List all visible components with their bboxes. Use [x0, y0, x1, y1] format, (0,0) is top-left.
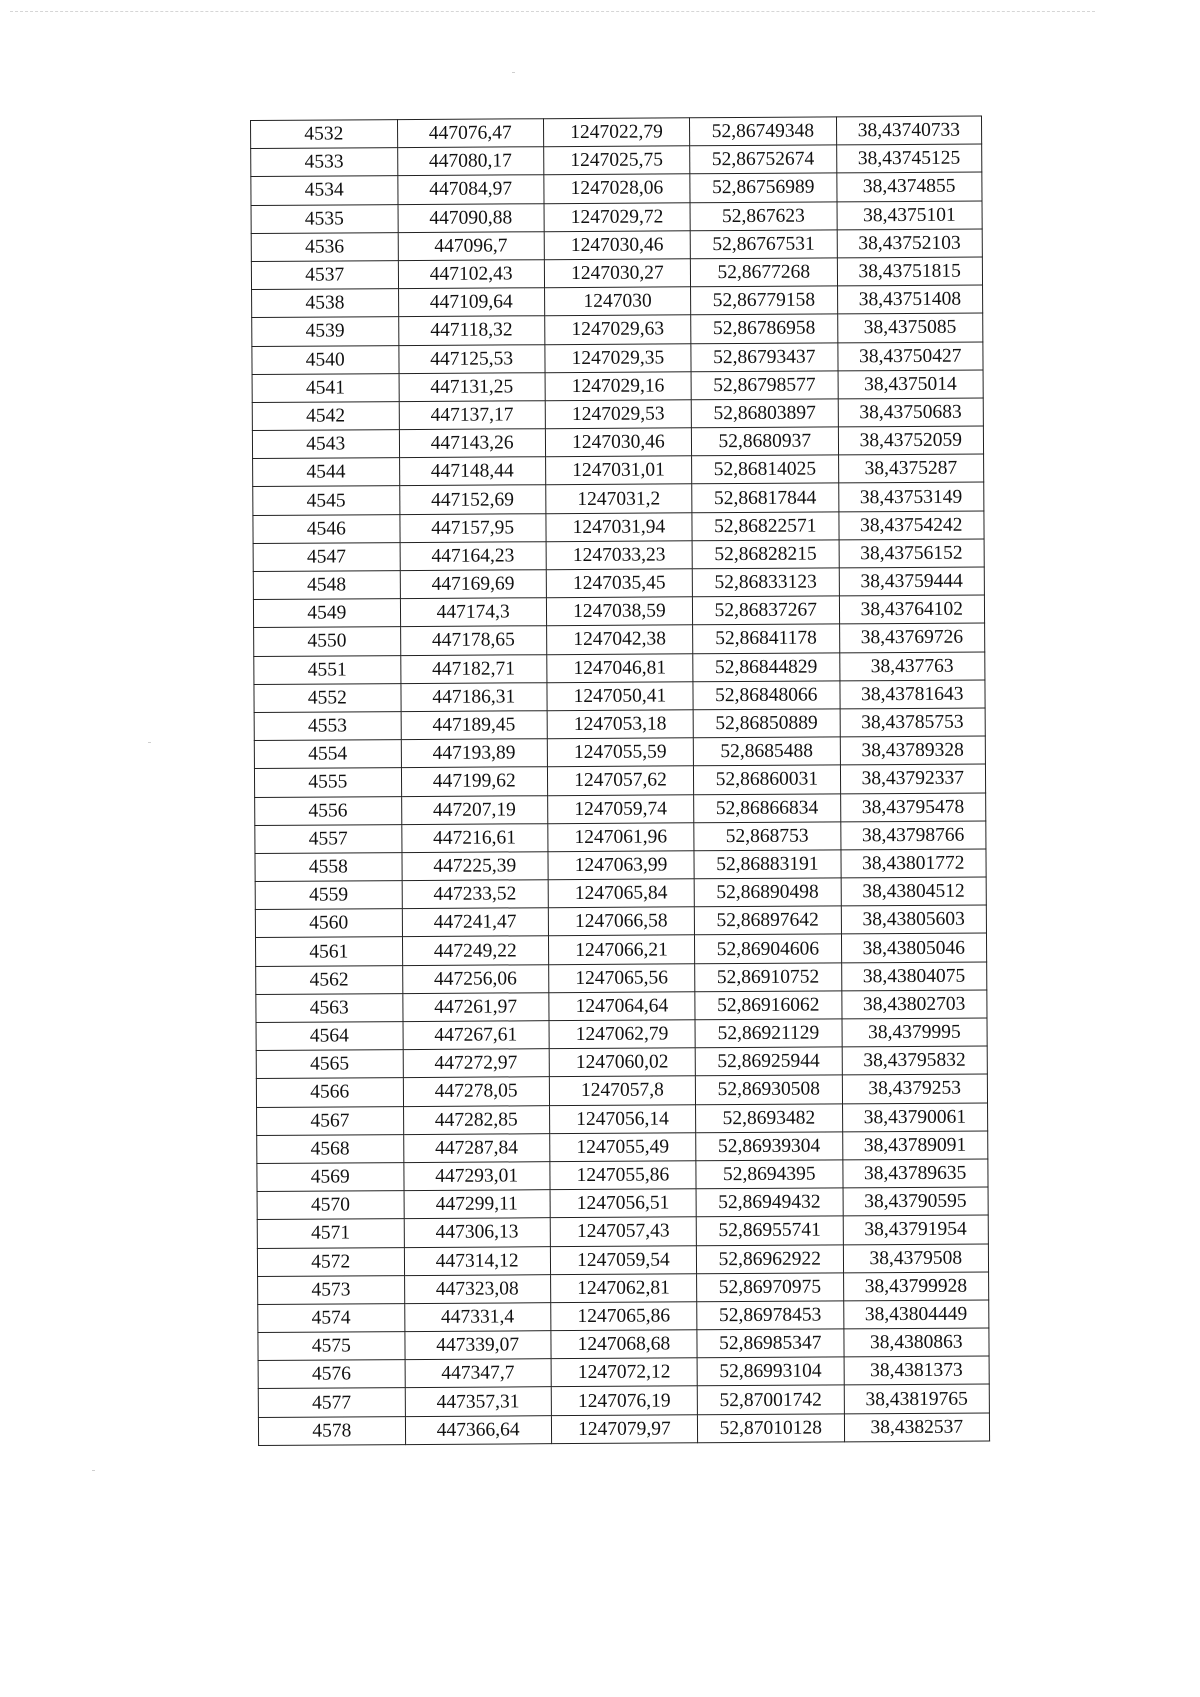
y-coordinate-cell: 1247076,19: [551, 1386, 697, 1415]
table-row: [255, 905, 986, 938]
point-number-cell: 4574: [258, 1303, 405, 1332]
x-coordinate-cell: 447272,97: [403, 1049, 549, 1078]
point-number-cell: 4544: [253, 458, 400, 487]
point-number-cell: 4554: [254, 740, 401, 769]
latitude-cell: 52,86930508: [695, 1075, 842, 1104]
x-coordinate-cell: 447169,69: [400, 570, 546, 599]
longitude-cell: 38,43752103: [837, 229, 983, 258]
longitude-cell: 38,43792337: [840, 764, 986, 793]
table-row: [256, 1046, 987, 1079]
latitude-cell: 52,86752674: [690, 145, 837, 174]
longitude-cell: 38,4375287: [838, 454, 984, 483]
table-row: [254, 680, 985, 713]
point-number-cell: 4575: [258, 1332, 405, 1361]
x-coordinate-cell: 447193,89: [401, 739, 547, 768]
table-row: [254, 652, 985, 685]
table-row: [256, 1018, 987, 1051]
y-coordinate-cell: 1247063,99: [548, 851, 694, 880]
x-coordinate-cell: 447357,31: [405, 1387, 551, 1416]
scan-speck: [148, 742, 151, 743]
point-number-cell: 4545: [253, 486, 400, 515]
longitude-cell: 38,43790061: [842, 1103, 988, 1132]
point-number-cell: 4543: [252, 430, 399, 459]
point-number-cell: 4533: [251, 148, 398, 177]
coordinates-table: [250, 116, 990, 1446]
x-coordinate-cell: 447090,88: [398, 203, 544, 232]
x-coordinate-cell: 447102,43: [398, 260, 544, 289]
y-coordinate-cell: 1247029,16: [545, 371, 691, 400]
y-coordinate-cell: 1247072,12: [551, 1358, 697, 1387]
latitude-cell: 52,8693482: [696, 1103, 843, 1132]
latitude-cell: 52,86910752: [695, 963, 842, 992]
y-coordinate-cell: 1247029,72: [544, 202, 690, 231]
coordinates-table-body: [251, 116, 990, 1445]
y-coordinate-cell: 1247068,68: [551, 1330, 697, 1359]
y-coordinate-cell: 1247061,96: [548, 822, 694, 851]
longitude-cell: 38,4380863: [843, 1328, 989, 1357]
longitude-cell: 38,43753149: [838, 482, 984, 511]
point-number-cell: 4558: [255, 852, 402, 881]
point-number-cell: 4556: [255, 796, 402, 825]
x-coordinate-cell: 447131,25: [399, 372, 545, 401]
table-row: [251, 144, 982, 177]
x-coordinate-cell: 447216,61: [401, 823, 547, 852]
latitude-cell: 52,87001742: [697, 1385, 844, 1414]
table-row: [257, 1159, 988, 1192]
point-number-cell: 4573: [258, 1275, 405, 1304]
latitude-cell: 52,86883191: [694, 850, 841, 879]
y-coordinate-cell: 1247062,79: [549, 1020, 695, 1049]
latitude-cell: 52,86970975: [697, 1273, 844, 1302]
latitude-cell: 52,86860031: [694, 765, 841, 794]
longitude-cell: 38,43756152: [839, 539, 985, 568]
latitude-cell: 52,86939304: [696, 1132, 843, 1161]
longitude-cell: 38,43769726: [839, 623, 985, 652]
table-row: [251, 172, 982, 205]
x-coordinate-cell: 447331,4: [404, 1303, 550, 1332]
point-number-cell: 4548: [253, 571, 400, 600]
latitude-cell: 52,8677268: [690, 258, 837, 287]
point-number-cell: 4562: [256, 965, 403, 994]
y-coordinate-cell: 1247057,43: [550, 1217, 696, 1246]
table-row: [253, 567, 984, 600]
point-number-cell: 4542: [252, 401, 399, 430]
x-coordinate-cell: 447189,45: [401, 711, 547, 740]
point-number-cell: 4576: [258, 1360, 405, 1389]
x-coordinate-cell: 447339,07: [405, 1331, 551, 1360]
longitude-cell: 38,43802703: [841, 990, 987, 1019]
table-row: [257, 1131, 988, 1164]
latitude-cell: 52,86978453: [697, 1301, 844, 1330]
longitude-cell: 38,43805603: [841, 905, 987, 934]
x-coordinate-cell: 447314,12: [404, 1246, 550, 1275]
longitude-cell: 38,43791954: [843, 1215, 989, 1244]
latitude-cell: 52,868753: [694, 822, 841, 851]
x-coordinate-cell: 447084,97: [397, 175, 543, 204]
table-row: [253, 482, 984, 515]
point-number-cell: 4547: [253, 542, 400, 571]
x-coordinate-cell: 447137,17: [399, 401, 545, 430]
longitude-cell: 38,4379995: [842, 1018, 988, 1047]
table-row: [255, 849, 986, 882]
longitude-cell: 38,4375101: [837, 201, 983, 230]
table-row: [253, 595, 984, 628]
x-coordinate-cell: 447261,97: [402, 993, 548, 1022]
y-coordinate-cell: 1247031,01: [545, 456, 691, 485]
x-coordinate-cell: 447125,53: [398, 344, 544, 373]
x-coordinate-cell: 447256,06: [402, 964, 548, 993]
y-coordinate-cell: 1247066,58: [548, 907, 694, 936]
table-row: [257, 1244, 988, 1277]
x-coordinate-cell: 447347,7: [405, 1359, 551, 1388]
point-number-cell: 4541: [252, 373, 399, 402]
table-row: [255, 821, 986, 854]
x-coordinate-cell: 447174,3: [400, 598, 546, 627]
y-coordinate-cell: 1247030: [544, 287, 690, 316]
table-row: [254, 764, 985, 797]
point-number-cell: 4534: [251, 176, 398, 205]
longitude-cell: 38,43789091: [842, 1131, 988, 1160]
longitude-cell: 38,43752059: [838, 426, 984, 455]
x-coordinate-cell: 447076,47: [397, 119, 543, 148]
longitude-cell: 38,4375014: [838, 370, 984, 399]
table-row: [251, 201, 982, 234]
latitude-cell: 52,86850889: [693, 709, 840, 738]
y-coordinate-cell: 1247030,46: [545, 428, 691, 457]
longitude-cell: 38,43795478: [840, 793, 986, 822]
point-number-cell: 4566: [256, 1078, 403, 1107]
y-coordinate-cell: 1247025,75: [543, 146, 689, 175]
latitude-cell: 52,86822571: [692, 512, 839, 541]
y-coordinate-cell: 1247022,79: [543, 118, 689, 147]
point-number-cell: 4553: [254, 712, 401, 741]
longitude-cell: 38,43764102: [839, 595, 985, 624]
x-coordinate-cell: 447225,39: [402, 852, 548, 881]
table-row: [256, 990, 987, 1023]
scan-speck: [92, 1470, 95, 1471]
y-coordinate-cell: 1247056,51: [550, 1189, 696, 1218]
latitude-cell: 52,86803897: [691, 399, 838, 428]
y-coordinate-cell: 1247030,46: [544, 231, 690, 260]
y-coordinate-cell: 1247050,41: [547, 682, 693, 711]
x-coordinate-cell: 447118,32: [398, 316, 544, 345]
latitude-cell: 52,86793437: [691, 342, 838, 371]
table-row: [254, 623, 985, 656]
table-row: [257, 1215, 988, 1248]
table-row: [258, 1300, 989, 1333]
point-number-cell: 4559: [255, 881, 402, 910]
longitude-cell: 38,43785753: [840, 708, 986, 737]
latitude-cell: 52,86828215: [692, 540, 839, 569]
table-row: [252, 370, 983, 403]
point-number-cell: 4538: [252, 289, 399, 318]
y-coordinate-cell: 1247053,18: [547, 710, 693, 739]
longitude-cell: 38,43790595: [843, 1187, 989, 1216]
x-coordinate-cell: 447157,95: [400, 513, 546, 542]
point-number-cell: 4560: [255, 909, 402, 938]
longitude-cell: 38,43745125: [836, 144, 982, 173]
point-number-cell: 4540: [252, 345, 399, 374]
table-row: [253, 511, 984, 544]
point-number-cell: 4567: [257, 1106, 404, 1135]
point-number-cell: 4532: [251, 120, 398, 149]
latitude-cell: 52,86955741: [696, 1216, 843, 1245]
y-coordinate-cell: 1247059,54: [550, 1245, 696, 1274]
y-coordinate-cell: 1247030,27: [544, 259, 690, 288]
point-number-cell: 4555: [254, 768, 401, 797]
y-coordinate-cell: 1247079,97: [551, 1414, 697, 1443]
latitude-cell: 52,86833123: [692, 568, 839, 597]
scan-edge-line: [10, 11, 1095, 12]
x-coordinate-cell: 447323,08: [404, 1274, 550, 1303]
longitude-cell: 38,43804449: [843, 1300, 989, 1329]
y-coordinate-cell: 1247059,74: [547, 794, 693, 823]
latitude-cell: 52,86841178: [693, 624, 840, 653]
table-row: [255, 933, 986, 966]
point-number-cell: 4565: [256, 1050, 403, 1079]
latitude-cell: 52,86767531: [690, 230, 837, 259]
y-coordinate-cell: 1247060,02: [549, 1048, 695, 1077]
point-number-cell: 4557: [255, 824, 402, 853]
latitude-cell: 52,86798577: [691, 371, 838, 400]
longitude-cell: 38,43759444: [839, 567, 985, 596]
x-coordinate-cell: 447282,85: [403, 1105, 549, 1134]
latitude-cell: 52,86866834: [694, 793, 841, 822]
longitude-cell: 38,4382537: [844, 1413, 990, 1442]
table-row: [252, 313, 983, 346]
y-coordinate-cell: 1247029,53: [545, 400, 691, 429]
y-coordinate-cell: 1247055,49: [549, 1133, 695, 1162]
latitude-cell: 52,86756989: [690, 173, 837, 202]
scan-speck: [512, 72, 515, 73]
longitude-cell: 38,43740733: [836, 116, 982, 145]
point-number-cell: 4569: [257, 1163, 404, 1192]
longitude-cell: 38,43754242: [838, 511, 984, 540]
table-row: [253, 539, 984, 572]
longitude-cell: 38,43804075: [841, 962, 987, 991]
x-coordinate-cell: 447143,26: [399, 429, 545, 458]
longitude-cell: 38,4381373: [844, 1356, 990, 1385]
x-coordinate-cell: 447178,65: [400, 626, 546, 655]
point-number-cell: 4539: [252, 317, 399, 346]
longitude-cell: 38,43751408: [837, 285, 983, 314]
point-number-cell: 4563: [256, 993, 403, 1022]
point-number-cell: 4577: [258, 1388, 405, 1417]
latitude-cell: 52,86921129: [695, 1019, 842, 1048]
table-row: [251, 116, 982, 149]
x-coordinate-cell: 447241,47: [402, 908, 548, 937]
x-coordinate-cell: 447306,13: [404, 1218, 550, 1247]
table-row: [254, 708, 985, 741]
y-coordinate-cell: 1247066,21: [548, 935, 694, 964]
x-coordinate-cell: 447199,62: [401, 767, 547, 796]
latitude-cell: 52,86993104: [697, 1357, 844, 1386]
latitude-cell: 52,86890498: [694, 878, 841, 907]
x-coordinate-cell: 447164,23: [400, 542, 546, 571]
table-row: [252, 342, 983, 375]
longitude-cell: 38,43751815: [837, 257, 983, 286]
x-coordinate-cell: 447207,19: [401, 795, 547, 824]
table-row: [253, 454, 984, 487]
y-coordinate-cell: 1247035,45: [546, 569, 692, 598]
table-row: [258, 1384, 989, 1417]
latitude-cell: 52,86779158: [691, 286, 838, 315]
latitude-cell: 52,86904606: [695, 934, 842, 963]
table-row: [251, 257, 982, 290]
longitude-cell: 38,43789328: [840, 736, 986, 765]
y-coordinate-cell: 1247029,35: [545, 343, 691, 372]
table-row: [255, 793, 986, 826]
y-coordinate-cell: 1247065,56: [548, 963, 694, 992]
y-coordinate-cell: 1247065,84: [548, 879, 694, 908]
x-coordinate-cell: 447148,44: [399, 457, 545, 486]
table-row: [256, 1074, 987, 1107]
longitude-cell: 38,4379508: [843, 1244, 989, 1273]
latitude-cell: 52,86786958: [691, 314, 838, 343]
longitude-cell: 38,4379253: [842, 1074, 988, 1103]
table-row: [257, 1103, 988, 1136]
table-row: [258, 1272, 989, 1305]
latitude-cell: 52,86949432: [696, 1188, 843, 1217]
point-number-cell: 4578: [258, 1416, 405, 1445]
y-coordinate-cell: 1247028,06: [544, 174, 690, 203]
table-row: [257, 1187, 988, 1220]
y-coordinate-cell: 1247033,23: [546, 541, 692, 570]
longitude-cell: 38,437763: [839, 652, 985, 681]
latitude-cell: 52,8694395: [696, 1160, 843, 1189]
x-coordinate-cell: 447109,64: [398, 288, 544, 317]
y-coordinate-cell: 1247056,14: [549, 1104, 695, 1133]
longitude-cell: 38,43795832: [842, 1046, 988, 1075]
x-coordinate-cell: 447267,61: [403, 1021, 549, 1050]
latitude-cell: 52,8685488: [693, 737, 840, 766]
y-coordinate-cell: 1247042,38: [546, 625, 692, 654]
y-coordinate-cell: 1247057,8: [549, 1076, 695, 1105]
point-number-cell: 4564: [256, 1022, 403, 1051]
latitude-cell: 52,8680937: [691, 427, 838, 456]
table-row: [254, 736, 985, 769]
x-coordinate-cell: 447182,71: [400, 654, 546, 683]
point-number-cell: 4572: [257, 1247, 404, 1276]
y-coordinate-cell: 1247055,86: [550, 1161, 696, 1190]
table-row: [258, 1328, 989, 1361]
y-coordinate-cell: 1247065,86: [551, 1302, 697, 1331]
y-coordinate-cell: 1247031,2: [546, 484, 692, 513]
y-coordinate-cell: 1247046,81: [547, 653, 693, 682]
point-number-cell: 4549: [253, 599, 400, 628]
latitude-cell: 52,86844829: [693, 652, 840, 681]
y-coordinate-cell: 1247031,94: [546, 512, 692, 541]
point-number-cell: 4568: [257, 1134, 404, 1163]
y-coordinate-cell: 1247055,59: [547, 738, 693, 767]
point-number-cell: 4536: [251, 232, 398, 261]
latitude-cell: 52,86848066: [693, 681, 840, 710]
longitude-cell: 38,43750427: [837, 342, 983, 371]
table-row: [258, 1413, 989, 1446]
y-coordinate-cell: 1247038,59: [546, 597, 692, 626]
x-coordinate-cell: 447293,01: [403, 1162, 549, 1191]
table-row: [252, 285, 983, 318]
longitude-cell: 38,43798766: [840, 821, 986, 850]
x-coordinate-cell: 447249,22: [402, 936, 548, 965]
point-number-cell: 4571: [257, 1219, 404, 1248]
latitude-cell: 52,87010128: [698, 1414, 845, 1443]
point-number-cell: 4561: [255, 937, 402, 966]
longitude-cell: 38,43789635: [842, 1159, 988, 1188]
y-coordinate-cell: 1247064,64: [549, 992, 695, 1021]
y-coordinate-cell: 1247057,62: [547, 766, 693, 795]
table-row: [258, 1356, 989, 1389]
point-number-cell: 4570: [257, 1191, 404, 1220]
point-number-cell: 4537: [251, 261, 398, 290]
table-row: [252, 426, 983, 459]
point-number-cell: 4552: [254, 683, 401, 712]
longitude-cell: 38,43750683: [838, 398, 984, 427]
longitude-cell: 38,4375085: [837, 313, 983, 342]
latitude-cell: 52,86916062: [695, 991, 842, 1020]
latitude-cell: 52,86985347: [697, 1329, 844, 1358]
longitude-cell: 38,43781643: [839, 680, 985, 709]
longitude-cell: 38,43799928: [843, 1272, 989, 1301]
x-coordinate-cell: 447096,7: [398, 231, 544, 260]
x-coordinate-cell: 447186,31: [401, 682, 547, 711]
point-number-cell: 4550: [254, 627, 401, 656]
longitude-cell: 38,43805046: [841, 933, 987, 962]
point-number-cell: 4551: [254, 655, 401, 684]
table-row: [251, 229, 982, 262]
latitude-cell: 52,86749348: [690, 117, 837, 146]
longitude-cell: 38,43804512: [841, 877, 987, 906]
x-coordinate-cell: 447278,05: [403, 1077, 549, 1106]
longitude-cell: 38,4374855: [836, 172, 982, 201]
latitude-cell: 52,86897642: [694, 906, 841, 935]
x-coordinate-cell: 447287,84: [403, 1133, 549, 1162]
x-coordinate-cell: 447233,52: [402, 880, 548, 909]
x-coordinate-cell: 447080,17: [397, 147, 543, 176]
latitude-cell: 52,86817844: [692, 483, 839, 512]
latitude-cell: 52,86925944: [695, 1047, 842, 1076]
y-coordinate-cell: 1247029,63: [544, 315, 690, 344]
latitude-cell: 52,86962922: [696, 1244, 843, 1273]
x-coordinate-cell: 447152,69: [399, 485, 545, 514]
y-coordinate-cell: 1247062,81: [550, 1273, 696, 1302]
table-row: [256, 962, 987, 995]
table-row: [255, 877, 986, 910]
latitude-cell: 52,86837267: [693, 596, 840, 625]
point-number-cell: 4546: [253, 514, 400, 543]
longitude-cell: 38,43801772: [841, 849, 987, 878]
x-coordinate-cell: 447366,64: [405, 1415, 551, 1444]
table-row: [252, 398, 983, 431]
longitude-cell: 38,43819765: [844, 1384, 990, 1413]
point-number-cell: 4535: [251, 204, 398, 233]
x-coordinate-cell: 447299,11: [404, 1190, 550, 1219]
latitude-cell: 52,867623: [690, 201, 837, 230]
latitude-cell: 52,86814025: [692, 455, 839, 484]
